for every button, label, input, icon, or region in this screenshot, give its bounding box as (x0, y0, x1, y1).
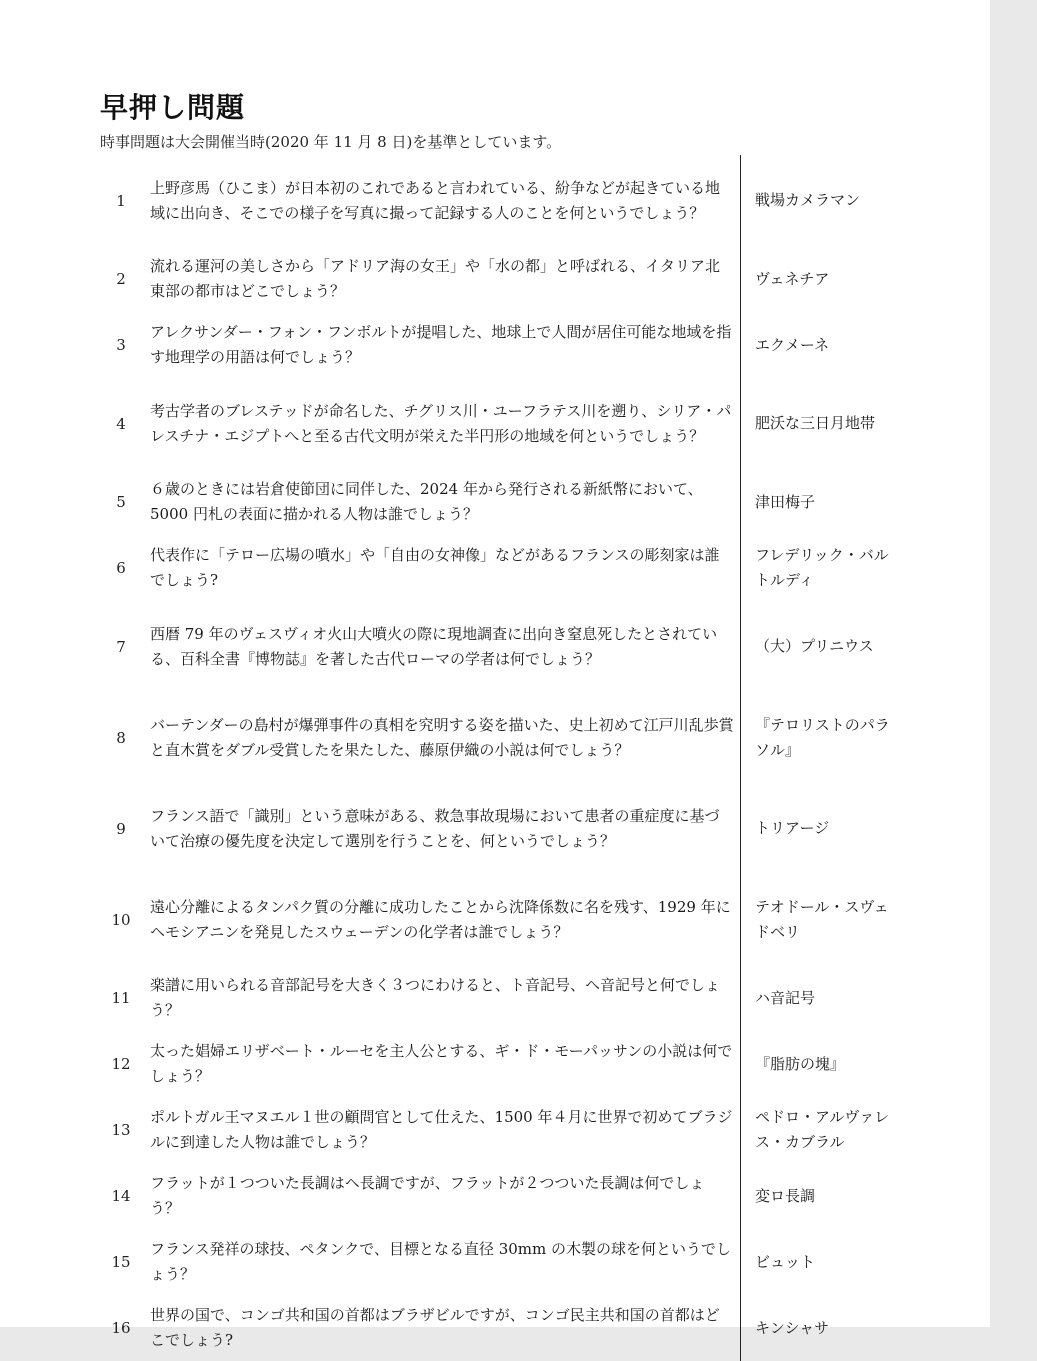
answer-text: ハ音記号 (755, 988, 816, 1007)
answer-text: ビュット (755, 1252, 816, 1271)
answer-text: テオドール・スヴェドベリ (755, 897, 889, 941)
question-number: 6 (116, 559, 126, 577)
question-text: フランス発祥の球技、ペタンクで、目標となる直径 30mm の木製の球を何というでしょう？ (142, 1229, 741, 1295)
question-text: 遠心分離によるタンパク質の分離に成功したことから沈降係数に名を残す、1929 年にヘモシアニンを発見したスウェーデンの化学者は誰でしょう？ (142, 874, 741, 965)
question-number: 8 (116, 728, 126, 747)
answer-text: 津田梅子 (755, 492, 816, 511)
question-row (100, 246, 900, 312)
question-text: ６歳のときには岩倉使節団に同伴した、2024 年から発行される新紙幣において、5000 円札の表面に描かれる人物は誰でしょう？ (142, 469, 741, 535)
answer-text: ペドロ・アルヴァレス・カブラル (755, 1108, 890, 1151)
question-row (100, 155, 900, 246)
answer-text: 『脂肪の塊』 (755, 1054, 846, 1073)
question-row (100, 378, 900, 469)
question-row (100, 1097, 900, 1163)
answer-text: エクメーネ (755, 335, 830, 354)
question-row (100, 692, 900, 783)
question-text: バーテンダーの島村が爆弾事件の真相を究明する姿を描いた、史上初めて江戸川乱歩賞と直木賞をダブル受賞したを果たした、藤原伊織の小説は何でしょう？ (142, 692, 741, 783)
question-text: アレクサンダー・フォン・フンボルトが提唱した、地球上で人間が居住可能な地域を指す地理学の用語は何でしょう？ (142, 312, 741, 378)
question-text: フラットが１つついた長調はヘ長調ですが、フラットが２つついた長調は何でしょう？ (142, 1163, 741, 1229)
question-text: 太った娼婦エリザベート・ルーセを主人公とする、ギ・ド・モーパッサンの小説は何でしょう？ (142, 1031, 741, 1097)
question-number: 11 (111, 989, 131, 1007)
question-row (100, 601, 900, 692)
question-text: フランス語で「識別」という意味がある、救急事故現場において患者の重症度に基づいて治療の優先度を決定して選別を行うことを、何というでしょう？ (142, 783, 741, 874)
question-row (100, 1031, 900, 1097)
question-number: 5 (116, 493, 126, 511)
question-text: 上野彦馬（ひこま）が日本初のこれであると言われている、紛争などが起きている地域に出向き、そこでの様子を写真に撮って記録する人のことを何というでしょう？ (142, 155, 741, 246)
answer-text: キンシャサ (755, 1318, 830, 1337)
answer-text: 肥沃な三日月地帯 (755, 414, 876, 432)
question-row (100, 874, 900, 965)
question-number: 12 (111, 1055, 131, 1073)
question-number: 1 (116, 191, 126, 210)
page-title: 早押し問題 (100, 91, 246, 124)
question-number: 9 (116, 819, 126, 838)
question-number: 15 (111, 1253, 131, 1271)
question-text: 世界の国で、コンゴ共和国の首都はブラザビルですが、コンゴ民主共和国の首都はどこでしょう? (142, 1295, 741, 1361)
question-row (100, 965, 900, 1031)
page-subtitle: 時事問題は大会開催当時(2020 年 11 月 8 日)を基準としています。 (100, 133, 562, 151)
question-text: 代表作に「テロー広場の噴水」や「自由の女神像」などがあるフランスの彫刻家は誰でしょう? (142, 535, 741, 601)
answer-text: 戦場カメラマン (755, 191, 861, 209)
questions-table (100, 155, 900, 1361)
question-row (100, 1163, 900, 1229)
answer-text: 変ロ長調 (755, 1186, 816, 1205)
question-number: 3 (116, 336, 126, 354)
question-row (100, 1229, 900, 1295)
question-row (100, 469, 900, 535)
question-text: 流れる運河の美しさから「アドリア海の女王」や「水の都」と呼ばれる、イタリア北東部の都市はどこでしょう？ (142, 246, 741, 312)
question-row (100, 1295, 900, 1361)
answer-text: トリアージ (755, 819, 830, 837)
question-row (100, 312, 900, 378)
question-number: 7 (116, 637, 126, 656)
question-text: ポルトガル王マヌエル１世の顧問官として仕えた、1500 年４月に世界で初めてブラジルに到達した人物は誰でしょう？ (142, 1097, 741, 1163)
question-text: 西暦 79 年のヴェスヴィオ火山大噴火の際に現地調査に出向き窒息死したとされている、百科全書『博物誌』を著した古代ローマの学者は何でしょう？ (142, 601, 741, 692)
question-text: 考古学者のブレステッドが命名した、チグリス川・ユーフラテス川を遡り、シリア・パレスチナ・エジプトへと至る古代文明が栄えた半円形の地域を何というでしょう？ (142, 378, 741, 469)
question-text: 楽譜に用いられる音部記号を大きく３つにわけると、ト音記号、ヘ音記号と何でしょう？ (142, 965, 741, 1031)
question-number: 10 (111, 910, 131, 929)
question-number: 14 (111, 1187, 131, 1205)
question-row (100, 783, 900, 874)
question-number: 13 (111, 1121, 131, 1139)
answer-text: （大）プリニウス (755, 637, 874, 655)
answer-text: フレデリック・バルトルディ (755, 546, 889, 589)
answer-text: 『テロリストのパラソル』 (755, 715, 890, 759)
question-row (100, 535, 900, 601)
question-number: 2 (116, 270, 126, 288)
question-number: 16 (111, 1319, 131, 1337)
answer-text: ヴェネチア (755, 269, 830, 288)
question-number: 4 (116, 414, 126, 433)
